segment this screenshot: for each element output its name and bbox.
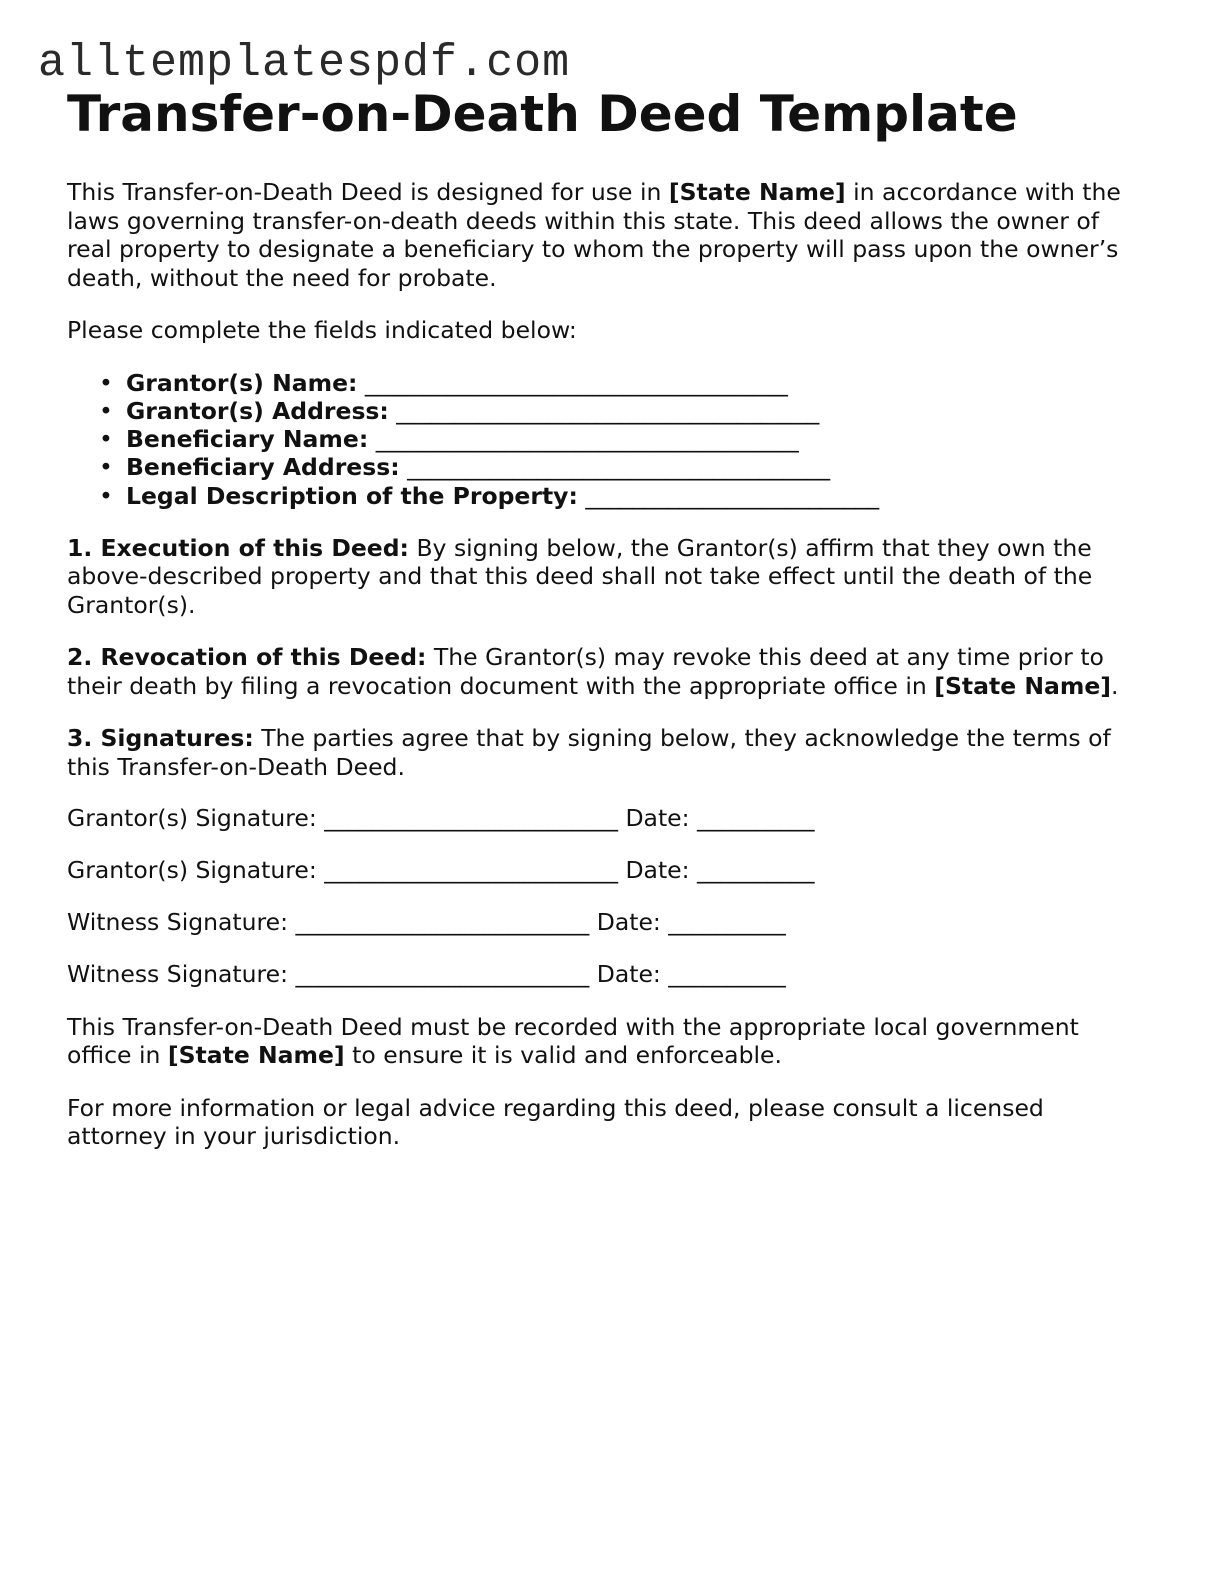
field-beneficiary-address[interactable] <box>126 453 1147 481</box>
field-blank[interactable]: ____________________________________ <box>388 396 820 425</box>
page-title: Transfer-on-Death Deed Template <box>67 85 1018 143</box>
field-blank[interactable]: ____________________________________ <box>399 453 831 482</box>
signature-line-witness-1[interactable]: Witness Signature: _________________________ Date: __________ <box>67 908 786 937</box>
recording-state-name: [State Name] <box>167 1041 345 1070</box>
field-label: Beneficiary Address: <box>126 453 400 482</box>
fields-list <box>67 369 1147 510</box>
field-label: Grantor(s) Address: <box>126 396 389 425</box>
field-label: Beneficiary Name: <box>126 425 369 454</box>
document-page <box>67 84 1147 1151</box>
signature-line-grantor-2[interactable]: Grantor(s) Signature: _________________________ Date: __________ <box>67 856 815 885</box>
instructions: Please complete the fields indicated below: <box>67 316 577 344</box>
section-heading: 2. Revocation of this Deed: <box>67 643 427 672</box>
intro-state-name: [State Name] <box>668 178 846 206</box>
section-text: By signing below, the Grantor(s) affirm that they own the above-described property and that this deed shall not take effect until the death of the Grantor(s). <box>67 533 1093 619</box>
section-heading: 1. Execution of this Deed: <box>67 533 409 562</box>
intro-paragraph <box>67 178 1139 292</box>
field-blank[interactable]: ____________________________________ <box>357 368 788 397</box>
field-legal-description[interactable] <box>126 482 1147 510</box>
section-heading: 3. Signatures: <box>67 724 254 753</box>
section-signatures <box>67 724 1127 781</box>
field-beneficiary-name[interactable] <box>126 425 1147 453</box>
intro-text-1: This Transfer-on-Death Deed is designed for use in <box>67 178 669 206</box>
watermark: alltemplatespdf.com <box>38 38 571 89</box>
recording-text-2: to ensure it is valid and enforceable. <box>344 1041 782 1070</box>
field-grantor-name[interactable] <box>126 369 1147 397</box>
intro-text-2: in accordance with the laws governing transfer-on-death deeds within this state. This deed allows the owner of real property to designate a beneficiary to whom the property will pass upon the owner’s death, without the need for probate. <box>67 178 1121 292</box>
recording-paragraph <box>67 1013 1107 1070</box>
field-grantor-address[interactable] <box>126 397 1147 425</box>
signature-line-grantor-1[interactable]: Grantor(s) Signature: _________________________ Date: __________ <box>67 804 815 833</box>
section-text: The parties agree that by signing below, they acknowledge the terms of this Transfer-on-Death Deed. <box>67 724 1111 781</box>
section-text: The Grantor(s) may revoke this deed at any time prior to their death by filing a revocation document with the appropriate office in <box>67 643 1104 700</box>
section-revocation <box>67 643 1137 700</box>
section-text-end: . <box>1111 671 1119 700</box>
signature-line-witness-2[interactable]: Witness Signature: _________________________ Date: __________ <box>67 960 786 989</box>
section-execution <box>67 534 1107 620</box>
revocation-state-name: [State Name] <box>934 671 1112 700</box>
field-label: Grantor(s) Name: <box>126 368 358 397</box>
field-blank[interactable]: _________________________ <box>577 481 880 510</box>
advice-paragraph: For more information or legal advice regarding this deed, please consult a licensed attorney in your jurisdiction. <box>67 1093 1044 1151</box>
field-label: Legal Description of the Property: <box>126 481 578 510</box>
field-blank[interactable]: ____________________________________ <box>368 425 799 454</box>
recording-text-1: This Transfer-on-Death Deed must be recorded with the appropriate local government office in <box>67 1012 1079 1070</box>
